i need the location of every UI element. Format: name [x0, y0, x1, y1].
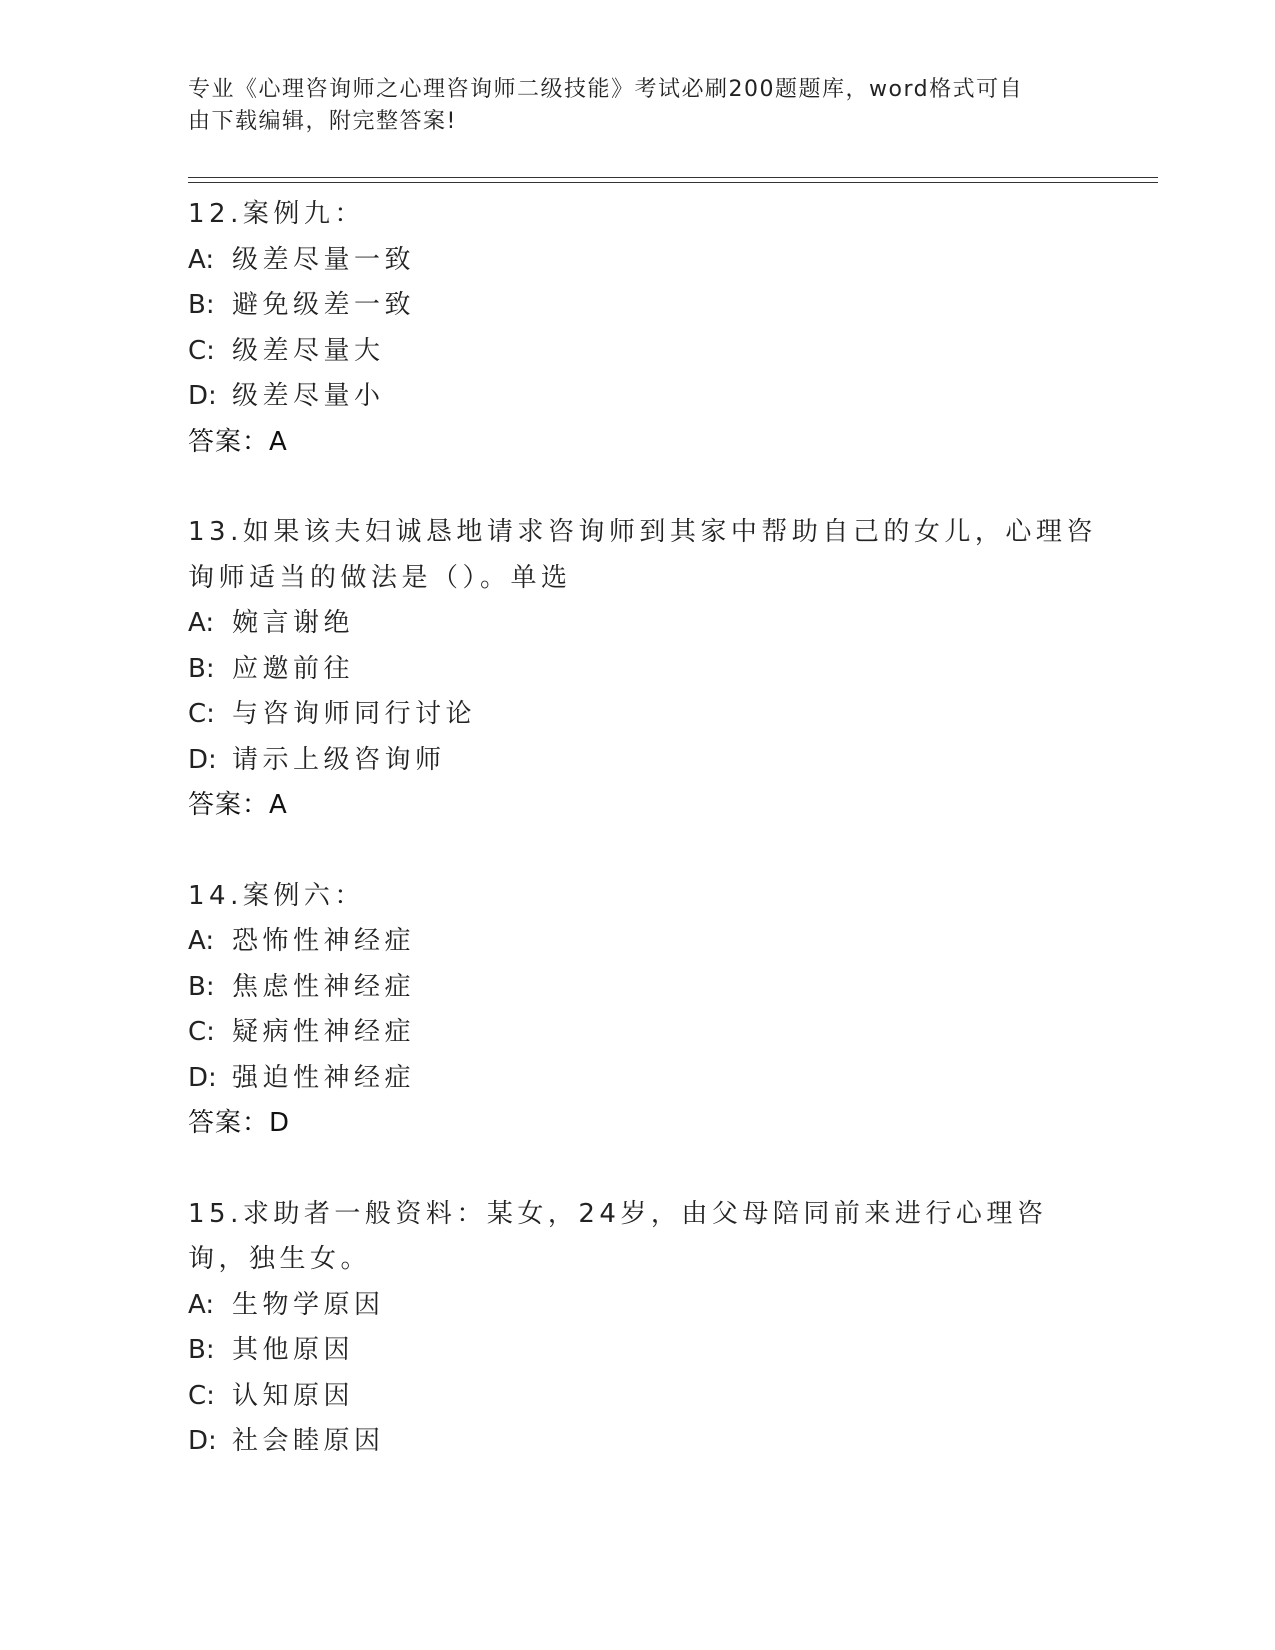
option-text: 认知原因: [232, 1380, 355, 1411]
option-text: 疑病性神经症: [232, 1017, 416, 1047]
answer-line: 答案：A: [188, 426, 288, 457]
option-text: 婉言谢绝: [232, 608, 355, 638]
option-text: 请示上级咨询师: [232, 744, 446, 775]
option-d: [188, 738, 1108, 784]
header-divider-bottom: [188, 182, 1158, 183]
header-divider-top: [188, 177, 1158, 178]
option-a: [188, 238, 1108, 284]
answer-line: 答案：D: [188, 1108, 291, 1138]
document-header: [188, 74, 1068, 138]
option-b: [188, 965, 1108, 1011]
option-key: C:: [188, 335, 215, 366]
header-line-2: 由下载编辑，附完整答案!: [188, 109, 457, 134]
option-text: 级差尽量大: [232, 335, 385, 366]
option-c: [188, 1010, 1108, 1056]
question-list: [188, 192, 1108, 1510]
option-d: [188, 374, 1108, 420]
option-key: C:: [188, 1380, 215, 1411]
question-13: [188, 510, 1108, 829]
question-text: 12.案例九：: [188, 199, 365, 229]
option-text: 强迫性神经症: [232, 1062, 416, 1093]
option-key: A:: [188, 926, 215, 956]
option-a: [188, 919, 1108, 965]
option-key: A:: [188, 1289, 215, 1320]
option-key: C:: [188, 699, 215, 729]
option-key: D:: [188, 1426, 217, 1456]
option-a: [188, 601, 1108, 647]
option-key: B:: [188, 1335, 215, 1365]
answer-line: 答案：A: [188, 790, 288, 820]
option-key: B:: [188, 653, 215, 684]
option-b: [188, 647, 1108, 693]
option-text: 其他原因: [232, 1335, 355, 1365]
option-text: 恐怖性神经症: [232, 926, 416, 956]
option-text: 级差尽量小: [232, 381, 385, 411]
option-text: 焦虑性神经症: [232, 971, 416, 1002]
option-key: B:: [188, 971, 215, 1002]
option-key: C:: [188, 1017, 215, 1047]
option-key: A:: [188, 608, 215, 638]
question-14: [188, 874, 1108, 1147]
question-text: 13.如果该夫妇诚恳地请求咨询师到其家中帮助自己的女儿，心理咨询师适当的做法是（）。单选: [188, 517, 1097, 593]
header-line-1: 专业《心理咨询师之心理咨询师二级技能》考试必刷200题题库，word格式可自: [188, 77, 1024, 102]
option-text: 级差尽量一致: [232, 244, 416, 275]
option-text: 生物学原因: [232, 1289, 385, 1320]
option-key: D:: [188, 1062, 217, 1093]
option-key: D:: [188, 744, 217, 775]
option-key: D:: [188, 381, 217, 411]
question-15: [188, 1192, 1108, 1465]
option-text: 避免级差一致: [232, 290, 416, 320]
option-c: [188, 692, 1108, 738]
option-c: [188, 1374, 1108, 1420]
option-d: [188, 1056, 1108, 1102]
option-d: [188, 1419, 1108, 1465]
option-c: [188, 329, 1108, 375]
question-text: 15.求助者一般资料：某女，24岁，由父母陪同前来进行心理咨询，独生女。: [188, 1198, 1048, 1274]
question-12: [188, 192, 1108, 465]
option-b: [188, 1328, 1108, 1374]
option-text: 应邀前往: [232, 653, 355, 684]
option-key: B:: [188, 290, 215, 320]
option-b: [188, 283, 1108, 329]
question-text: 14.案例六：: [188, 880, 365, 911]
option-a: [188, 1283, 1108, 1329]
option-text: 社会睦原因: [232, 1426, 385, 1456]
option-text: 与咨询师同行讨论: [232, 699, 477, 729]
option-key: A:: [188, 244, 215, 275]
